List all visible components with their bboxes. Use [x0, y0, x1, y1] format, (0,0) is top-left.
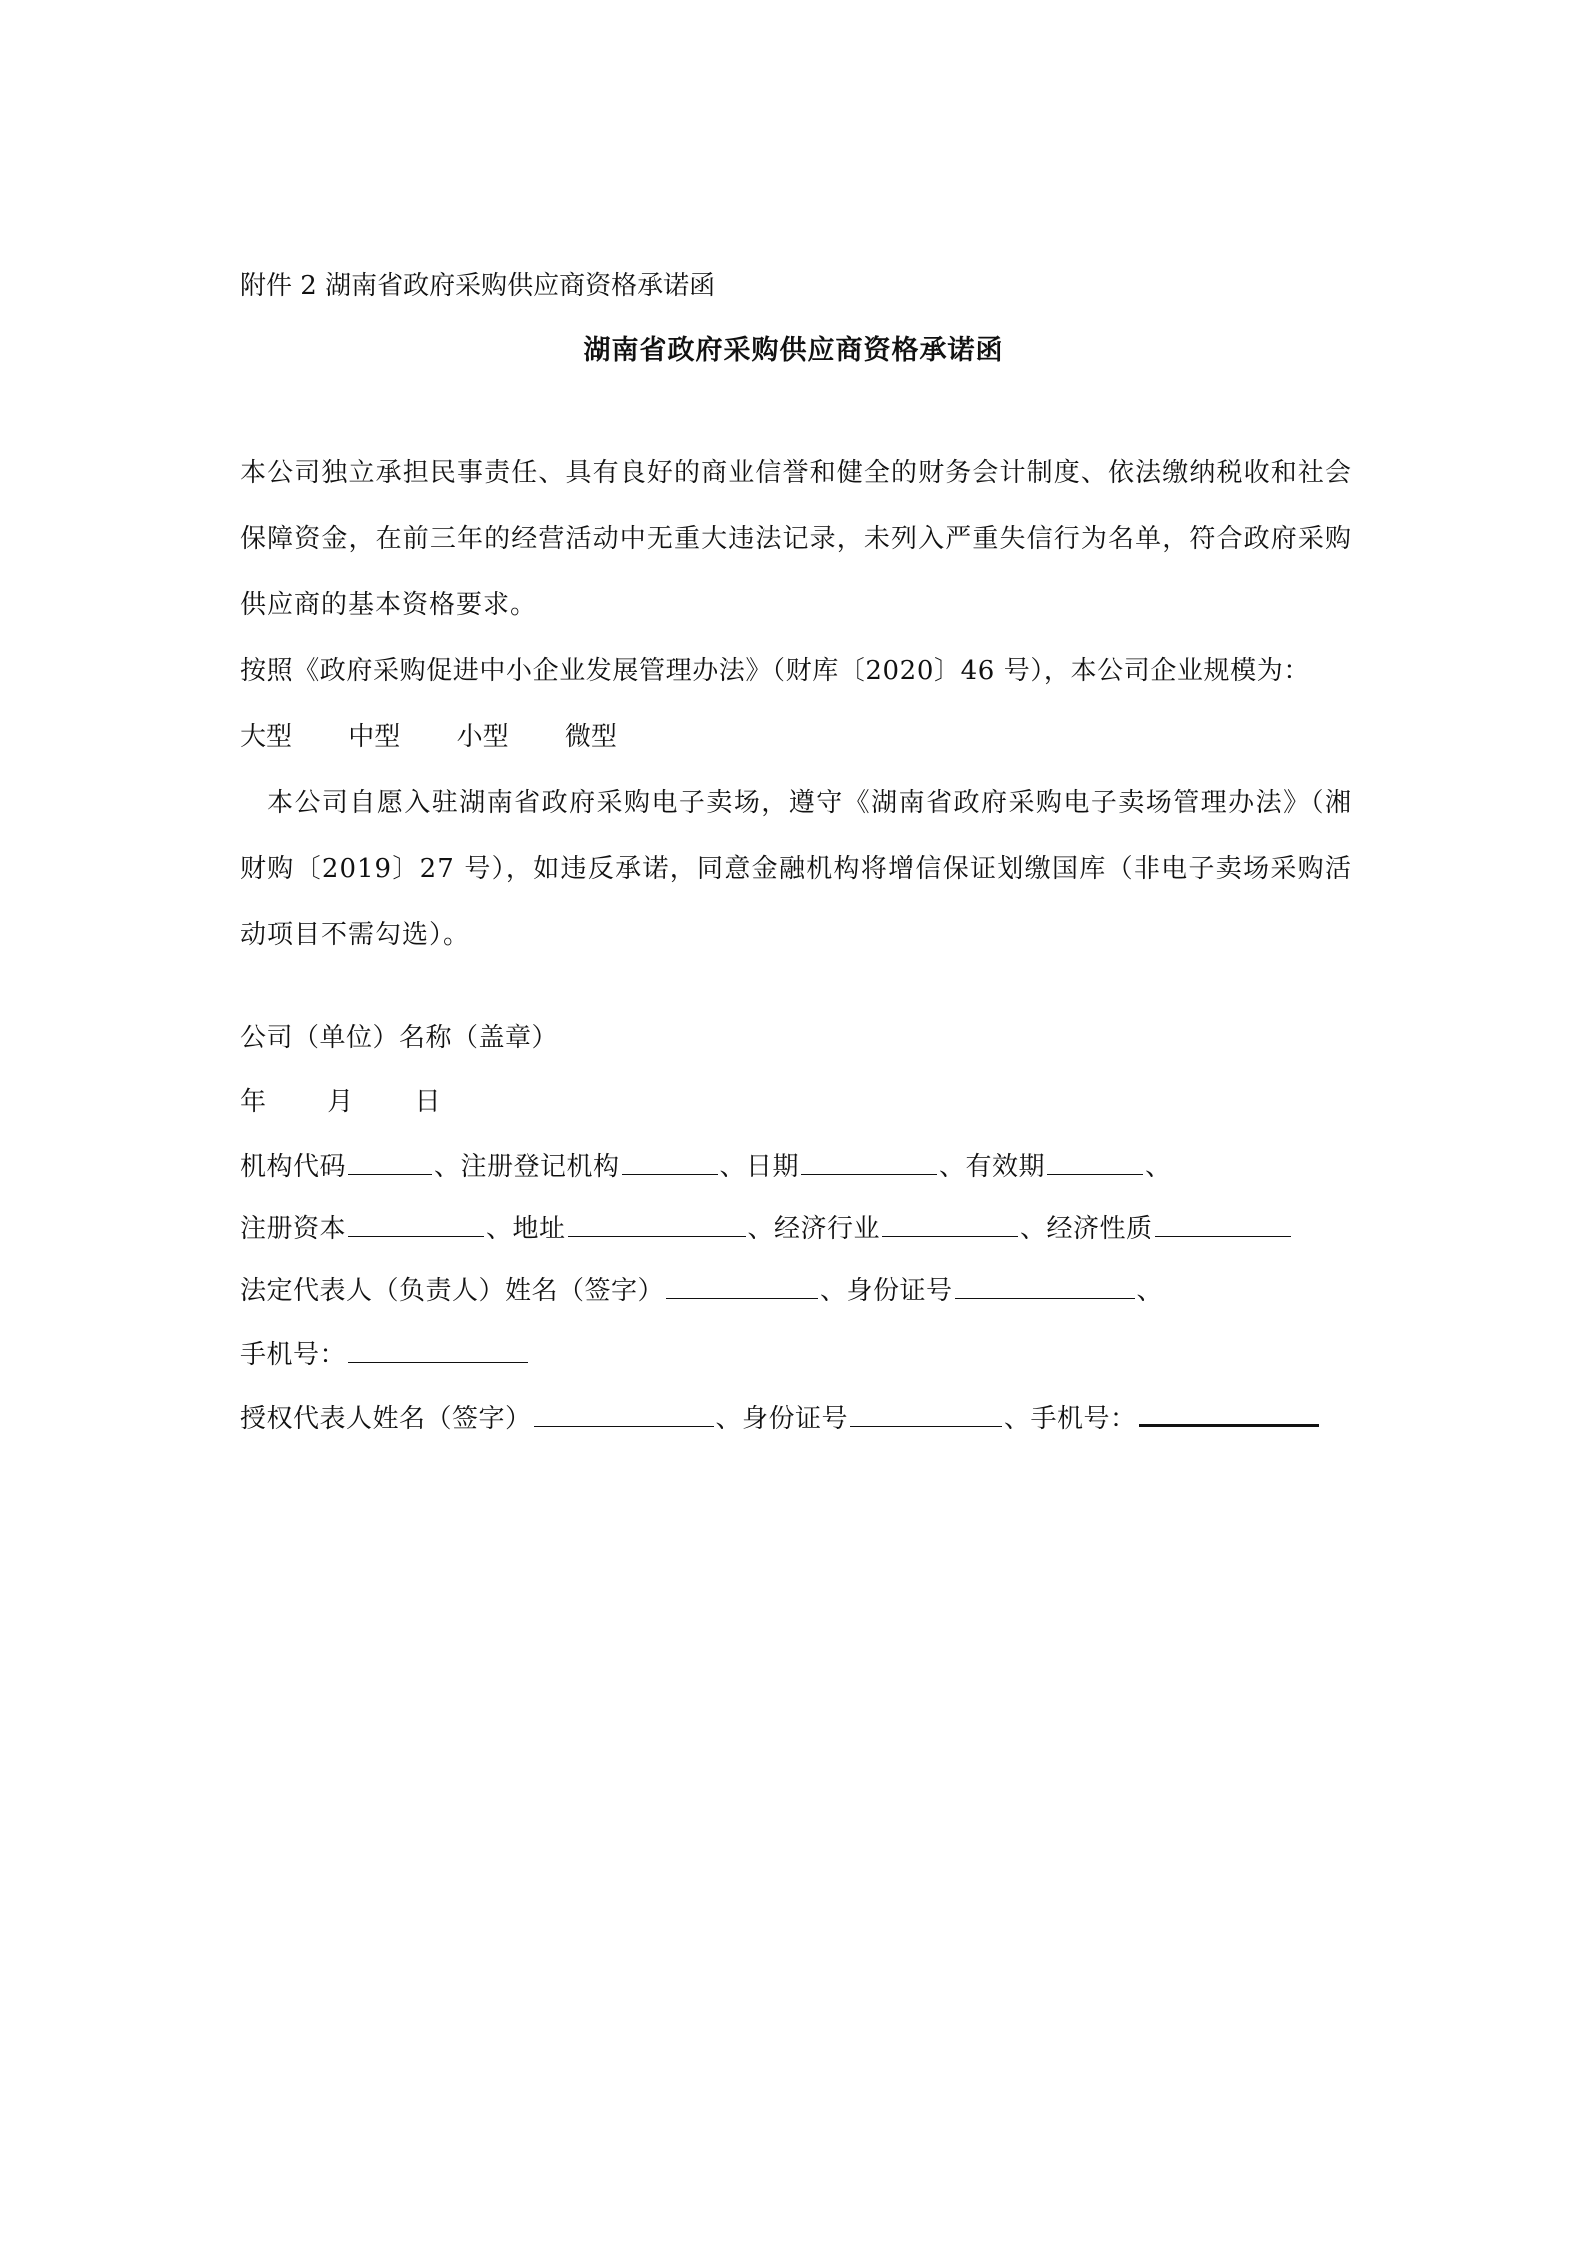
auth-rep-id-blank[interactable]: [850, 1396, 1002, 1427]
org-info-line: [240, 1144, 1172, 1187]
economic-nature-blank[interactable]: [1155, 1206, 1291, 1237]
attachment-line: 附件 2 湖南省政府采购供应商资格承诺函: [240, 271, 716, 301]
authorized-representative-line: [240, 1394, 1321, 1439]
size-option-micro[interactable]: 微型: [564, 722, 617, 752]
enterprise-size-options: [240, 704, 665, 770]
address-blank[interactable]: [568, 1206, 746, 1237]
date-line: [240, 1082, 493, 1122]
auth-rep-mobile-blank[interactable]: [1139, 1394, 1319, 1427]
legal-rep-id-blank[interactable]: [955, 1268, 1135, 1299]
org-code-blank[interactable]: [348, 1144, 432, 1175]
validity-label: 、有效期: [939, 1152, 1046, 1182]
paragraph-e-mall: 本公司自愿入驻湖南省政府采购电子卖场，遵守《湖南省政府采购电子卖场管理办法》（湘财购〔2019〕27 号），如违反承诺，同意金融机构将增信保证划缴国库（非电子卖场采购活动项目不需勾选）。: [240, 788, 1352, 950]
size-option-medium[interactable]: 中型: [348, 722, 401, 752]
capital-info-line: [240, 1206, 1293, 1249]
paragraph-enterprise-scale: 按照《政府采购促进中小企业发展管理办法》（财库〔2020〕46 号），本公司企业规模为：: [240, 656, 1310, 686]
date-blank[interactable]: [801, 1144, 937, 1175]
legal-rep-mobile-line: [240, 1332, 530, 1375]
legal-rep-label: 法定代表人（负责人）姓名（签字）: [240, 1276, 665, 1306]
legal-rep-mobile-blank[interactable]: [348, 1332, 528, 1363]
economic-nature-label: 、经济性质: [1020, 1214, 1153, 1244]
registered-capital-label: 注册资本: [240, 1214, 347, 1244]
org-code-label: 机构代码: [240, 1152, 347, 1182]
company-name-line: [240, 1018, 558, 1058]
paragraph-commitment: 本公司独立承担民事责任、具有良好的商业信誉和健全的财务会计制度、依法缴纳税收和社会保障资金，在前三年的经营活动中无重大违法记录，未列入严重失信行为名单，符合政府采购供应商的基本资格要求。: [240, 458, 1352, 620]
address-label: 、地址: [486, 1214, 566, 1244]
auth-rep-label: 授权代表人姓名（签字）: [240, 1404, 532, 1434]
date-year-label: 年: [240, 1087, 267, 1117]
legal-rep-end-separator: 、: [1136, 1276, 1164, 1306]
industry-blank[interactable]: [882, 1206, 1018, 1237]
size-option-large[interactable]: 大型: [240, 722, 293, 752]
legal-rep-id-label: 、身份证号: [820, 1276, 953, 1306]
org-line-end-separator: 、: [1145, 1152, 1172, 1182]
document-title: 湖南省政府采购供应商资格承诺函: [583, 335, 1004, 366]
company-name-label: 公司（单位）名称（盖章）: [240, 1023, 559, 1053]
auth-rep-signature-blank[interactable]: [534, 1396, 714, 1427]
registered-capital-blank[interactable]: [348, 1206, 484, 1237]
date-day-label: 日: [414, 1087, 442, 1117]
legal-representative-line: [240, 1268, 1163, 1311]
auth-rep-id-label: 、身份证号: [715, 1404, 849, 1434]
legal-rep-signature-blank[interactable]: [666, 1268, 818, 1299]
industry-label: 、经济行业: [747, 1214, 881, 1244]
validity-blank[interactable]: [1047, 1144, 1143, 1175]
size-option-small[interactable]: 小型: [456, 722, 509, 752]
date-month-label: 月: [327, 1087, 354, 1117]
registration-authority-blank[interactable]: [622, 1144, 718, 1175]
auth-rep-mobile-label: 、手机号：: [1004, 1404, 1137, 1434]
registration-authority-label: 、注册登记机构: [434, 1152, 620, 1182]
legal-rep-mobile-label: 手机号：: [240, 1340, 347, 1370]
date-label: 、日期: [719, 1152, 800, 1182]
